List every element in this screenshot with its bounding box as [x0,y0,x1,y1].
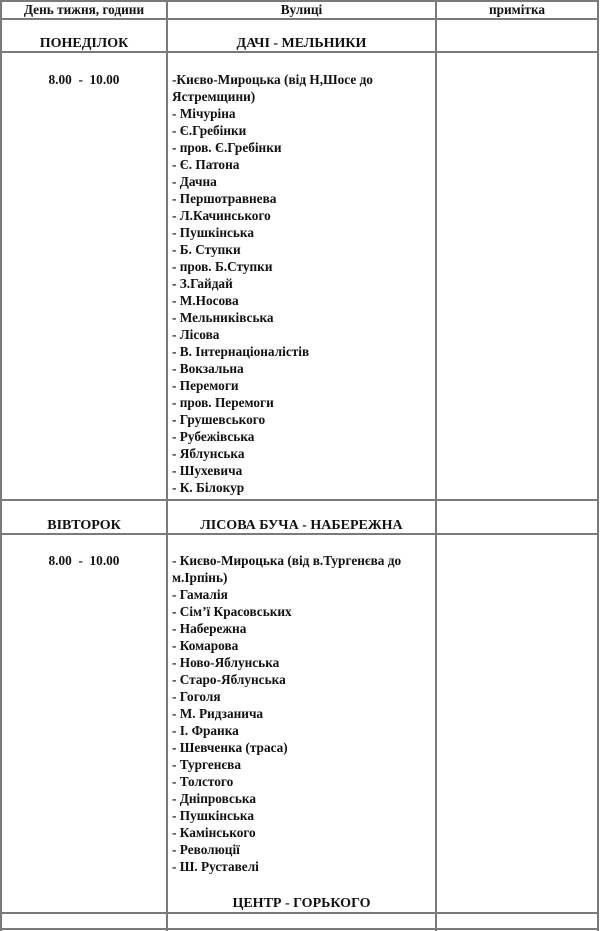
street-item: - Сім’ї Красовських [172,604,292,619]
header-day-hours: День тижня, години [23,2,145,17]
street-item: - Вокзальна [172,361,244,376]
street-item: - Набережна [172,621,247,636]
street-item: - К. Білокур [172,480,245,495]
street-item: - Лісова [172,327,220,342]
street-list [172,552,427,875]
header-streets: Вулиці [280,2,323,17]
street-item: - Революції [172,842,240,857]
street-item: - пров. Є.Гребінки [172,140,282,155]
row-divider [0,18,599,20]
street-item: -Києво-Мироцька (від Н,Шосе до Ястремщини) [172,72,373,104]
street-item: - Ш. Руставелі [172,859,259,874]
street-item: - Б. Ступки [172,242,241,257]
street-item: - Мічуріна [172,106,236,121]
street-item: - Є.Гребінки [172,123,247,138]
street-item: - Першотравнева [172,191,277,206]
time-tuesday: 8.00 - 10.00 [48,553,120,568]
street-item: - пров. Б.Ступки [172,259,273,274]
street-item: - Грушевського [172,412,266,427]
day-monday: ПОНЕДІЛОК [39,36,129,51]
street-item: - Є. Патона [172,157,240,172]
street-item: - М.Носова [172,293,239,308]
street-item: - І. Франка [172,723,239,738]
street-item: - Л.Качинського [172,208,271,223]
row-divider [0,912,599,914]
street-item: - Тургенєва [172,757,242,772]
street-item: - Пушкінська [172,225,255,240]
day-tuesday: ВІВТОРОК [47,518,121,533]
street-item: - Гоголя [172,689,221,704]
route-tuesday: ЛІСОВА БУЧА - НАБЕРЕЖНА [200,518,403,533]
header-note: примітка [488,2,546,17]
street-item: - З.Гайдай [172,276,233,291]
time-monday: 8.00 - 10.00 [48,72,120,87]
table-border-left [0,0,2,931]
column-divider [166,0,168,931]
streets-tuesday [172,552,427,875]
street-item: - М. Ридзанича [172,706,264,721]
street-item: - Ново-Яблунська [172,655,280,670]
street-item: - Рубежівська [172,429,255,444]
streets-monday [172,71,427,496]
table-border-right [597,0,599,931]
street-item: - пров. Перемоги [172,395,274,410]
street-item: - Толстого [172,774,234,789]
street-item: - Камінського [172,825,256,840]
route-next: ЦЕНТР - ГОРЬКОГО [232,896,371,911]
street-item: - Мельниківська [172,310,274,325]
route-monday: ДАЧІ - МЕЛЬНИКИ [236,36,367,51]
row-divider [0,499,599,501]
column-divider [435,0,437,931]
street-item: - Пушкінська [172,808,255,823]
table-border-bottom [0,928,599,930]
street-item: - Дачна [172,174,217,189]
street-item: - Гамалія [172,587,228,602]
street-item: - Яблунська [172,446,245,461]
street-item: - Дніпровська [172,791,257,806]
street-item: - Комарова [172,638,239,653]
street-item: - Шухевича [172,463,243,478]
street-item: - Шевченка (траса) [172,740,288,755]
street-item: - Києво-Мироцька (від в.Тургенєва до м.Ірпінь) [172,553,402,585]
street-item: - Старо-Яблунська [172,672,286,687]
street-item: - Перемоги [172,378,239,393]
street-list [172,71,427,496]
street-item: - В. Інтернаціоналістів [172,344,310,359]
